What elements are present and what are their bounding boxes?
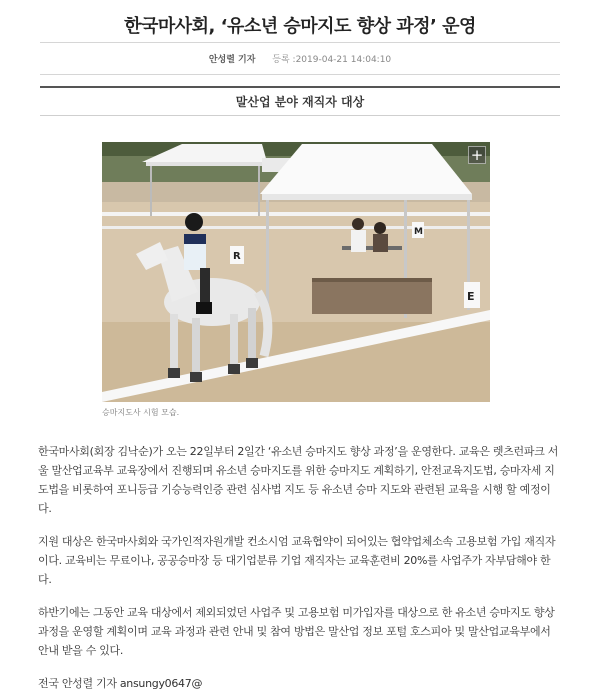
reporter-name[interactable]: 안성렬 기자 — [208, 55, 256, 65]
article-byline: 전국 안성렬 기자 ansungy0647@ — [38, 677, 203, 690]
title-divider — [40, 42, 560, 43]
svg-text:M: M — [414, 227, 423, 237]
expand-icon[interactable]: + — [468, 146, 486, 164]
article-meta — [0, 52, 600, 65]
photo-of-horse-rider — [102, 142, 490, 402]
article-body — [38, 442, 562, 693]
paragraph-3: 하반기에는 그동안 교육 대상에서 제외되었던 사업주 및 고용보험 미가입자를 대상으로 한 유소년 승마지도 향상 과정을 운영할 계획이며 교육 과정과 관련 안내 및 참여 방법은 말산업 정보 포털 호스피아 및 말산업교육부에서 안내 받을 수 있다. — [38, 606, 555, 657]
svg-text:E: E — [467, 290, 475, 303]
photo-caption: 승마지도사 시험 모습. — [102, 408, 180, 417]
paragraph-1: 한국마사회(회장 김낙순)가 오는 22일부터 2일간 ‘유소년 승마지도 향상 과정’을 운영한다. 교육은 렛츠런파크 서울 말산업교육부 교육장에서 진행되며 유소년 승마지도를 위한 승마지도 계획하기, 안전교육지도법, 승마자세 지도법을 비롯하여 포니등급 기승능력인증 관련 심사법 지도 등 유소년 승마 지도와 관련된 교육을 시행 할 예정이다. — [38, 445, 559, 515]
article-photo[interactable] — [102, 142, 490, 402]
article-title: 한국마사회, ‘유소년 승마지도 향상 과정’ 운영 — [124, 16, 476, 37]
article-subtitle: 말산업 분야 재직자 대상 — [40, 86, 560, 116]
publish-date: 등록 :2019-04-21 14:04:10 — [272, 55, 392, 65]
paragraph-2: 지원 대상은 한국마사회와 국가인적자원개발 컨소시엄 교육협약이 되어있는 협약업체소속 고용보험 가입 재직자이다. 교육비는 무료이나, 공공승마장 등 대기업분류 기업 재직자는 교육훈련비 20%를 사업주가 자부담해야 한다. — [38, 535, 556, 586]
meta-divider — [40, 74, 560, 75]
svg-text:R: R — [233, 251, 241, 262]
